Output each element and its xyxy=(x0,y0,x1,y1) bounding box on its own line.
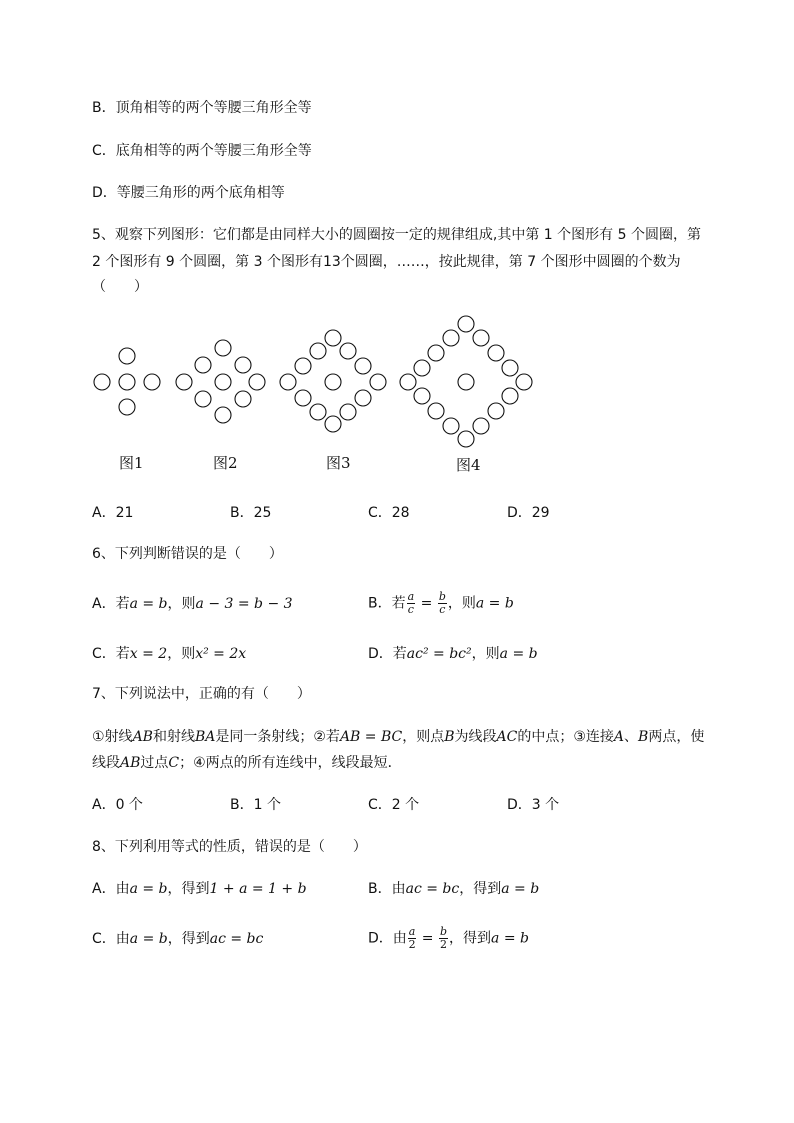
q5-option-c: C．28 xyxy=(368,505,410,521)
q7-option-a: A．0 个 xyxy=(92,797,143,813)
text: 两点，使 xyxy=(648,729,705,745)
q7-option-c: C．2 个 xyxy=(368,797,420,813)
q8-a-conclusion: 1 + a = 1 + b xyxy=(209,881,307,897)
q7-stem: 7、下列说法中，正确的有（ ） xyxy=(92,686,311,702)
text: 线段 xyxy=(92,755,120,771)
q6-a-conclusion: a − 3 = b − 3 xyxy=(195,596,293,612)
fraction-numerator: a xyxy=(407,590,415,603)
text: ；④两点的所有连线中，线段最短． xyxy=(179,755,402,771)
q6-b-prefix: B．若 xyxy=(368,595,406,612)
q6-a-condition: a = b xyxy=(129,596,168,612)
figure-4-label: 图4 xyxy=(456,456,481,474)
q7-option-d: D．3 个 xyxy=(507,797,560,813)
figure-3-circles xyxy=(280,330,386,432)
fraction-denominator: c xyxy=(407,603,414,616)
q7-option-b: B．1 个 xyxy=(230,797,281,813)
q8-c-prefix: C．由 xyxy=(92,931,130,947)
text: 的中点；③连接 xyxy=(517,729,614,745)
fraction-denominator: c xyxy=(439,603,446,616)
fraction-denominator: 2 xyxy=(440,938,447,951)
q6-d-then: ，则 xyxy=(471,646,500,662)
q8-stem: 8、下列利用等式的性质，错误的是（ ） xyxy=(92,839,367,855)
q8-d-fraction-left xyxy=(408,926,417,951)
q8-d-conclusion: a = b xyxy=(491,930,529,947)
q5-option-b: B．25 xyxy=(230,505,272,521)
q8-c-conclusion: ac = bc xyxy=(209,931,264,947)
segment-ab: AB xyxy=(120,755,141,771)
figure-2-label: 图2 xyxy=(213,454,238,472)
q8-b-then: ，得到 xyxy=(459,881,502,897)
q5-option-d: D．29 xyxy=(507,505,550,521)
q5-circle-pattern-figure xyxy=(85,310,545,450)
text: 和射线 xyxy=(152,729,195,745)
q5-stem-line2: 2 个图形有 9 个圆圈，第 3 个图形有13个圆圈，……，按此规律，第 7 个图形中圆圈的个数为 xyxy=(92,254,681,270)
fraction-numerator: b xyxy=(439,925,448,938)
q6-c-condition: x = 2 xyxy=(129,646,168,662)
q8-a-prefix: A．由 xyxy=(92,881,130,897)
q6-b-fraction-right xyxy=(438,591,447,616)
text: ①射线 xyxy=(92,729,133,745)
q6-stem: 6、下列判断错误的是（ ） xyxy=(92,546,283,562)
q6-b-then: ，则 xyxy=(447,595,476,612)
q5-answer-blank: （ ） xyxy=(92,279,148,295)
text: 过点 xyxy=(140,755,169,771)
q8-option-d: D．由 $\frac{a}{2}$ = $\frac{b}{2}$ ，得到a = b xyxy=(368,925,529,951)
q5-stem-line1: 5、观察下列图形：它们都是由同样大小的圆圈按一定的规律组成,其中第 1 个图形有 5 个圆圈，第 xyxy=(92,227,701,243)
q8-d-then: ，得到 xyxy=(449,930,492,947)
figure-1-label: 图1 xyxy=(119,454,144,472)
q6-a-then: ，则 xyxy=(167,596,196,612)
figure-1-circles xyxy=(94,348,160,415)
figure-3-label: 图3 xyxy=(326,454,351,472)
q6-option-a xyxy=(92,594,293,614)
q8-option-b xyxy=(368,879,539,899)
figure-4-circles xyxy=(400,316,532,447)
q8-d-fraction-right xyxy=(439,926,448,951)
q8-b-prefix: B．由 xyxy=(368,881,406,897)
q6-option-c xyxy=(92,644,246,664)
q8-a-condition: a = b xyxy=(129,881,168,897)
q8-d-prefix: D．由 xyxy=(368,930,407,947)
q8-c-then: ，得到 xyxy=(167,931,210,947)
q6-b-conclusion: a = b xyxy=(475,595,514,612)
q8-a-then: ，得到 xyxy=(167,881,210,897)
ray-ba: BA xyxy=(194,729,216,745)
q6-d-conclusion: a = b xyxy=(499,646,538,662)
fraction-denominator: 2 xyxy=(408,938,416,951)
q6-b-fraction-left xyxy=(407,591,416,616)
text: 、 xyxy=(624,729,639,745)
q8-option-c xyxy=(92,929,263,949)
segment-ac: AC xyxy=(496,729,518,745)
point-b: B xyxy=(444,729,455,745)
q8-b-condition: ac = bc xyxy=(405,881,460,897)
q6-c-prefix: C．若 xyxy=(92,646,130,662)
q6-c-conclusion: x² = 2x xyxy=(195,646,247,662)
fraction-numerator: b xyxy=(438,590,446,603)
q5-option-a: A．21 xyxy=(92,505,134,521)
text: 为线段 xyxy=(454,729,497,745)
q6-d-condition: ac² = bc² xyxy=(406,646,472,662)
ray-ab: AB xyxy=(132,729,153,745)
q8-option-a xyxy=(92,879,307,899)
text: ，则点 xyxy=(402,729,445,745)
q8-b-conclusion: a = b xyxy=(501,881,540,897)
q8-c-condition: a = b xyxy=(129,931,168,947)
point-c: C xyxy=(168,755,180,771)
point-b: B xyxy=(638,729,649,745)
q4-option-d: D．等腰三角形的两个底角相等 xyxy=(92,185,285,201)
q7-statements-line2 xyxy=(92,753,402,773)
q6-a-prefix: A．若 xyxy=(92,596,130,612)
q6-option-b: B．若 $\frac{a}{c}$ = $\frac{b}{c}$ ，则a = b xyxy=(368,590,514,616)
figure-2-circles xyxy=(176,340,265,423)
q4-option-c: C．底角相等的两个等腰三角形全等 xyxy=(92,143,312,159)
q6-d-prefix: D．若 xyxy=(368,646,407,662)
text: 是同一条射线；②若 xyxy=(215,729,340,745)
q6-option-d xyxy=(368,644,538,664)
q4-option-b: B．顶角相等的两个等腰三角形全等 xyxy=(92,100,312,116)
point-a: A xyxy=(613,729,625,745)
fraction-numerator: a xyxy=(408,925,416,938)
equation-ab-bc: AB = BC xyxy=(339,729,403,745)
q6-c-then: ，则 xyxy=(167,646,196,662)
q7-statements-line1 xyxy=(92,727,704,747)
